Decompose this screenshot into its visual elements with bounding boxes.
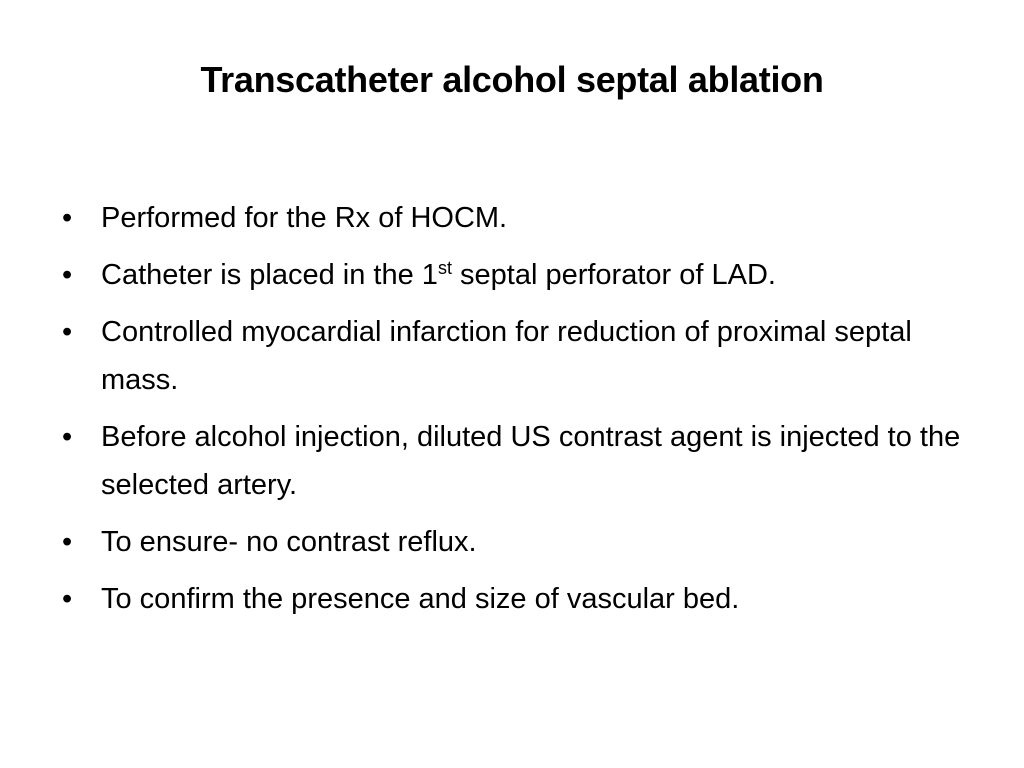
bullet-text: To ensure- no contrast reflux. (101, 526, 477, 558)
bullet-icon: • (62, 259, 73, 291)
bullet-icon: • (62, 316, 73, 348)
bullet-text: To confirm the presence and size of vascular bed. (101, 583, 740, 615)
bullet-item (62, 413, 982, 509)
bullet-text-before: Catheter is placed in the 1 (101, 259, 438, 291)
bullet-list (62, 194, 982, 632)
bullet-text: Controlled myocardial infarction for reduction of proximal septal mass. (101, 316, 912, 396)
bullet-icon: • (62, 421, 73, 453)
bullet-icon: • (62, 583, 73, 615)
bullet-icon: • (62, 202, 73, 234)
slide-title: Transcatheter alcohol septal ablation (200, 59, 824, 100)
bullet-icon: • (62, 526, 73, 558)
bullet-text (101, 259, 776, 291)
bullet-text-after: septal perforator of LAD. (451, 259, 776, 291)
bullet-item (62, 194, 982, 242)
bullet-text: Performed for the Rx of HOCM. (101, 202, 508, 234)
ordinal-superscript: st (437, 258, 452, 278)
bullet-item (62, 251, 982, 299)
bullet-text: Before alcohol injection, diluted US contrast agent is injected to the selected artery. (101, 421, 961, 501)
bullet-item (62, 308, 982, 404)
bullet-item (62, 575, 982, 623)
bullet-item (62, 518, 982, 566)
